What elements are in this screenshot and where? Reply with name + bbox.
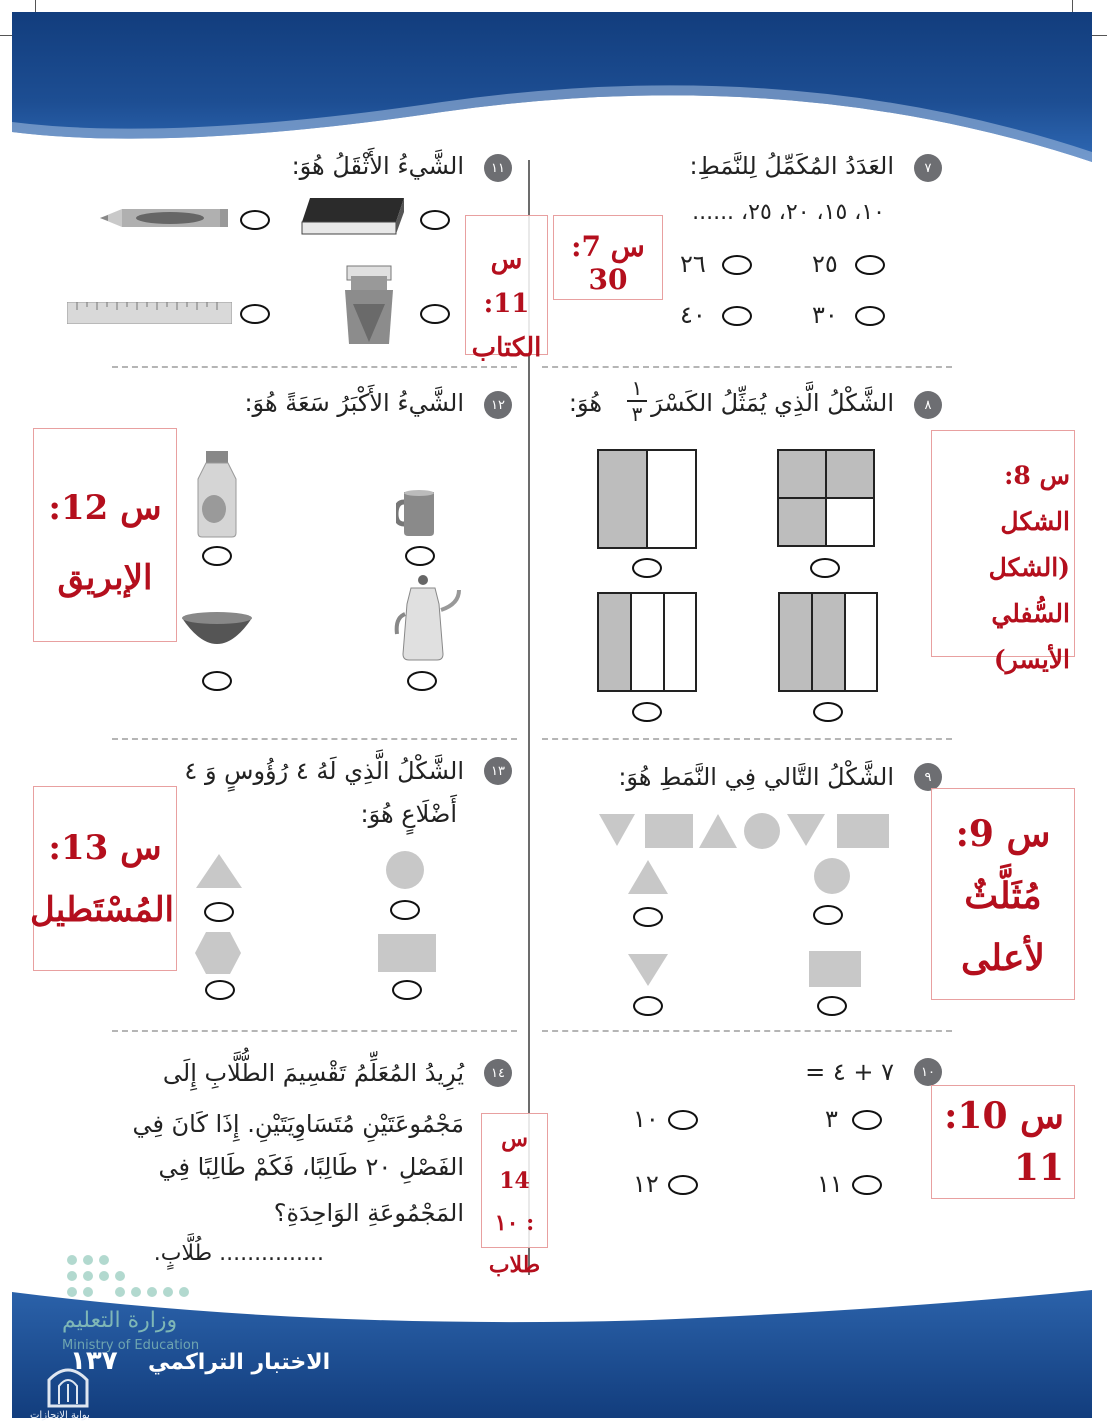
mug-image <box>396 488 444 538</box>
option-12-kettle[interactable] <box>407 671 437 691</box>
fraction-numerator: ١ <box>631 376 643 400</box>
answer-10 <box>931 1085 1075 1199</box>
option-7-d-label: ٤٠ <box>680 301 706 329</box>
separator <box>112 366 517 368</box>
option-11-crayon-box[interactable] <box>420 304 450 324</box>
option-9-triangle-down[interactable] <box>633 996 663 1016</box>
answer-14-line1: س 14 <box>499 1126 530 1194</box>
circle-option-shape <box>813 857 851 895</box>
option-13-rectangle[interactable] <box>392 980 422 1000</box>
crayon-image <box>100 205 230 231</box>
answer-11-line2: الكتاب <box>471 333 542 363</box>
separator <box>112 738 517 740</box>
fraction-one-third <box>625 377 649 425</box>
question-number-13: ١٣ <box>484 757 512 785</box>
ministry-name-en: Ministry of Education <box>62 1338 200 1353</box>
question-13-line1: الشَّكْلُ الَّذِي لَهُ ٤ رُؤُوسٍ وَ ٤ <box>184 757 464 785</box>
option-8-quarters[interactable] <box>810 558 840 578</box>
option-10-a-label: ٣ <box>825 1105 838 1133</box>
crayon-box-image <box>343 264 395 346</box>
answer-8-line4: الأيسر) <box>993 645 1070 674</box>
option-10-d-label: ١٢ <box>633 1170 659 1198</box>
option-9-circle[interactable] <box>813 905 843 925</box>
page-number: ١٣٧ <box>70 1346 118 1376</box>
question-number-12: ١٢ <box>484 391 512 419</box>
answer-9-line2: مُثَلَّثٌ <box>964 875 1042 917</box>
separator <box>542 1030 952 1032</box>
answer-7-line1: س 7: 30 <box>571 230 645 296</box>
option-10-b-label: ١٠ <box>633 1105 659 1133</box>
answer-11 <box>465 215 548 363</box>
answer-12 <box>33 428 177 642</box>
option-8-thirds-two[interactable] <box>813 702 843 722</box>
option-12-bottle[interactable] <box>202 546 232 566</box>
answer-11-line1: س 11: <box>483 245 530 319</box>
answer-7 <box>553 215 663 300</box>
option-10-d[interactable] <box>668 1175 698 1195</box>
answer-14 <box>481 1113 548 1278</box>
question-10-text: ٧ + ٤ = <box>805 1058 894 1086</box>
shape-pattern-row <box>597 812 893 850</box>
shape-quarters <box>777 449 875 547</box>
question-number-8: ٨ <box>914 391 942 419</box>
answer-14-line2: : ١٠ <box>494 1210 535 1236</box>
portal-name: بوابة الإنجازات <box>30 1410 90 1421</box>
question-14-line2: مَجْمُوعَتَيْنِ مُتَسَاوِيَتَيْنِ. إِذَا كَانَ فِي <box>132 1110 464 1138</box>
square-option-shape <box>808 950 862 988</box>
portal-logo-icon <box>45 1360 91 1410</box>
answer-8-line1: س 8: الشكل <box>1000 461 1070 536</box>
answer-12-line2: الإبريق <box>57 558 153 598</box>
option-11-ruler[interactable] <box>240 304 270 324</box>
bottle-image <box>192 451 242 539</box>
question-12-text: الشَّيءُ الأَكْبَرُ سَعَةً هُوَ: <box>244 389 464 417</box>
triangle-down-option-shape <box>626 952 670 988</box>
answer-12-line1: س 12: <box>48 488 162 528</box>
answer-10-line1: س 10: <box>944 1095 1064 1137</box>
option-11-crayon[interactable] <box>240 210 270 230</box>
option-10-c-label: ١١ <box>817 1170 843 1198</box>
question-number-10: ١٠ <box>914 1058 942 1086</box>
option-8-thirds-one[interactable] <box>632 702 662 722</box>
separator <box>542 738 952 740</box>
question-14-line4: المَجْمُوعَةِ الوَاحِدَةِ؟ <box>273 1199 464 1227</box>
question-13-line2: أَضْلَاعٍ هُوَ: <box>360 800 457 828</box>
option-10-c[interactable] <box>852 1175 882 1195</box>
option-10-b[interactable] <box>668 1110 698 1130</box>
answer-13-line1: س 13: <box>48 828 162 868</box>
ministry-name-ar: وزارة التعليم <box>62 1308 178 1333</box>
option-11-book[interactable] <box>420 210 450 230</box>
question-number-9: ٩ <box>914 763 942 791</box>
question-9-text: الشَّكْلُ التَّالي فِي النَّمَطِ هُوَ: <box>618 763 894 791</box>
answer-9-line3: لأعلى <box>961 937 1045 979</box>
option-12-bowl[interactable] <box>202 671 232 691</box>
option-8-halves[interactable] <box>632 558 662 578</box>
separator <box>112 1030 517 1032</box>
answer-13-line2: المُسْتَطيل <box>30 890 174 930</box>
separator <box>542 366 952 368</box>
answer-10-line2: 11 <box>1013 1147 1064 1189</box>
ministry-logo-dots <box>62 1250 202 1310</box>
book-image <box>300 192 405 240</box>
option-13-triangle[interactable] <box>204 902 234 922</box>
question-number-11: ١١ <box>484 154 512 182</box>
option-7-b-label: ٢٦ <box>680 250 706 278</box>
rectangle-shape <box>377 933 437 973</box>
option-7-a-label: ٢٥ <box>812 250 838 278</box>
option-10-a[interactable] <box>852 1110 882 1130</box>
answer-8-line3: السُّفلي <box>991 599 1070 628</box>
option-7-c-label: ٣٠ <box>812 301 838 329</box>
fraction-denominator: ٣ <box>631 402 643 426</box>
ruler-image <box>67 302 232 324</box>
question-14-answer-line: ............... طُلَّابٍ. <box>153 1241 324 1266</box>
shape-thirds-one-shaded <box>597 592 697 692</box>
question-7-pattern: ١٠، ١٥، ٢٠، ٢٥، ...... <box>692 200 885 225</box>
question-14-line3: الفَصْلِ ٢٠ طَالِبًا، فَكَمْ طَالِبًا فِي <box>158 1153 464 1181</box>
circle-shape <box>385 850 425 890</box>
header-banner <box>12 12 1092 162</box>
shape-halves <box>597 449 697 549</box>
option-7-b[interactable] <box>722 255 752 275</box>
question-number-7: ٧ <box>914 154 942 182</box>
answer-9 <box>931 788 1075 1000</box>
shape-thirds-two-shaded <box>778 592 878 692</box>
triangle-up-option-shape <box>626 858 670 896</box>
question-14-line1: يُرِيدُ المُعَلِّمُ تَقْسِيمَ الطُّلَّابِ إِلَى <box>162 1059 464 1087</box>
option-12-mug[interactable] <box>405 546 435 566</box>
hexagon-shape <box>193 930 243 976</box>
question-7-text: العَدَدُ المُكَمِّلُ لِلنَّمَطِ: <box>689 152 894 180</box>
option-7-a[interactable] <box>855 255 885 275</box>
question-8-text: الشَّكْلُ الَّذِي يُمَثِّلُ الكَسْرَ <box>651 389 894 417</box>
option-9-square[interactable] <box>817 996 847 1016</box>
question-11-text: الشَّيءُ الأَثْقَلُ هُوَ: <box>291 152 464 180</box>
option-13-circle[interactable] <box>390 900 420 920</box>
question-number-14: ١٤ <box>484 1059 512 1087</box>
option-9-triangle-up[interactable] <box>633 907 663 927</box>
answer-8 <box>931 430 1075 674</box>
footer-title: الاختبار التراكمي <box>148 1350 331 1375</box>
answer-13 <box>30 786 177 971</box>
question-8-text-end: هُوَ: <box>568 389 602 417</box>
bowl-image <box>180 610 254 658</box>
triangle-shape <box>194 852 244 890</box>
answer-9-line1: س 9: <box>955 813 1051 855</box>
option-7-c[interactable] <box>855 306 885 326</box>
kettle-image <box>393 574 461 662</box>
answer-14-line3: طلاب <box>488 1252 541 1278</box>
answer-8-line2: (الشكل <box>988 553 1070 582</box>
option-7-d[interactable] <box>722 306 752 326</box>
option-13-hexagon[interactable] <box>205 980 235 1000</box>
